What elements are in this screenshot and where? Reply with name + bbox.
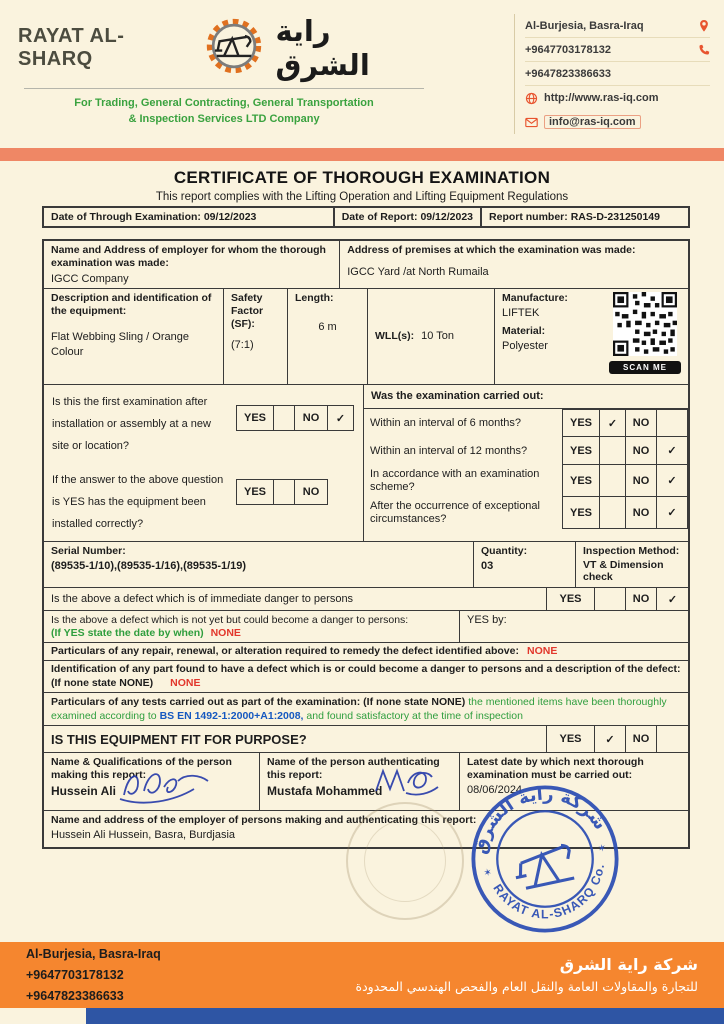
logo-divider [24, 88, 424, 89]
stamp-arabic-text: شركة راية الشرق [470, 784, 611, 856]
report-authenticator-name: Mustafa Mohammed [267, 784, 383, 798]
exam-date-value: 09/12/2023 [203, 211, 257, 223]
no-check-box [657, 409, 688, 437]
footer-blue-bar [86, 1008, 724, 1024]
contact-info [514, 14, 710, 134]
carried-answer-boxes [562, 437, 688, 465]
yes-check-box [274, 405, 295, 431]
report-number-label: Report number: [489, 211, 568, 223]
report-maker-name: Hussein Ali [51, 784, 116, 798]
contact-phone2-row [525, 62, 710, 86]
contact-phone-2: +9647823386633 [525, 67, 611, 80]
no-check-box: ✓ [657, 437, 688, 465]
employer-premises-row [44, 241, 688, 289]
footer [0, 942, 724, 1008]
gear-pumpjack-logo-icon [205, 17, 263, 80]
tests-question: Particulars of any tests carried out as part of the examination: (If none state NONE) [51, 696, 466, 708]
contact-email: info@ras-iq.com [544, 115, 641, 129]
repair-question: Particulars of any repair, renewal, or alteration required to remedy the defect identified above: [51, 645, 519, 657]
no-box: NO [625, 726, 656, 752]
employer-of-persons-value: Hussein Ali Hussein, Basra, Burdjasia [51, 829, 236, 841]
qr-code-block [609, 292, 681, 381]
equipment-description-label: Description and identification of the equipment: [51, 292, 212, 317]
report-number-value: RAS-D-231250149 [570, 211, 660, 223]
no-box: NO [626, 437, 657, 465]
wll-value: 10 Ton [421, 330, 454, 342]
no-box: NO [295, 479, 328, 505]
premises-value: IGCC Yard /at North Rumaila [347, 266, 489, 278]
report-date-label: Date of Report: [341, 211, 418, 223]
no-box: NO [626, 409, 657, 437]
serial-number-value: (89535-1/10),(89535-1/16),(89535-1/19) [51, 560, 247, 572]
carried-out-header: Was the examination carried out: [364, 385, 688, 409]
report-date-cell [334, 207, 481, 227]
identification-row [44, 661, 688, 693]
phone-icon [698, 44, 710, 56]
yes-box: YES [562, 409, 600, 437]
no-box: NO [295, 405, 328, 431]
carried-out-cell [364, 385, 688, 541]
tests-row [44, 693, 688, 726]
certificate-title: CERTIFICATE OF THOROUGH EXAMINATION [173, 168, 551, 187]
manufacture-cell [495, 289, 688, 384]
no-check-box: ✓ [657, 465, 688, 497]
next-exam-label: Latest date by which next thorough examination must be carried out: [467, 756, 644, 781]
yes-box: YES [546, 588, 594, 610]
yes-check-box [600, 465, 626, 497]
equipment-description-cell [44, 289, 224, 384]
no-check-box [656, 726, 688, 752]
tests-standard: BS EN 1492-1:2000+A1:2008, [159, 710, 304, 722]
installed-question-block [52, 469, 355, 535]
equipment-row [44, 289, 688, 385]
tagline-line-1: For Trading, General Contracting, General Transportation [74, 97, 374, 109]
equipment-description-value: Flat Webbing Sling / Orange Colour [51, 331, 189, 358]
carried-answer-boxes [562, 497, 688, 529]
inspection-method-cell [576, 542, 688, 587]
safety-factor-value: (7:1) [231, 339, 254, 351]
repair-value: NONE [527, 645, 558, 657]
yes-check-box [600, 437, 626, 465]
yes-by-cell [460, 611, 688, 642]
material-label: Material: [502, 325, 546, 337]
certificate-subtitle: This report complies with the Lifting Operation and Lifting Equipment Regulations [155, 191, 569, 203]
yes-box: YES [546, 726, 594, 752]
manufacture-label: Manufacture: [502, 292, 568, 304]
no-box: NO [626, 497, 657, 529]
next-exam-date: 08/06/2024 [467, 784, 523, 796]
contact-phone1-row [525, 38, 710, 62]
footer-phone-2: +9647823386633 [26, 988, 124, 1003]
report-maker-label: Name & Qualifications of the person making this report: [51, 756, 232, 781]
carried-question: Within an interval of 12 months? [370, 444, 528, 457]
identification-question: Identification of any part found to have a defect which is or could become a danger to persons and a description of the defect: [51, 663, 681, 675]
yes-check-box: ✓ [594, 726, 625, 752]
no-box: NO [625, 588, 656, 610]
carried-out-item [364, 437, 688, 465]
repair-row [44, 643, 688, 661]
contact-phone-1: +9647703178132 [525, 43, 611, 56]
carried-out-item [364, 465, 688, 497]
yes-check-box [594, 588, 625, 610]
exam-date-cell [43, 207, 334, 227]
meta-table [42, 206, 690, 228]
wll-label: WLL(s): [375, 330, 415, 342]
footer-arabic [356, 953, 698, 997]
yes-box: YES [236, 479, 274, 505]
quantity-cell [474, 542, 576, 587]
length-value: 6 m [318, 321, 337, 333]
contact-website-row [525, 86, 710, 110]
carried-answer-boxes [562, 409, 688, 437]
report-authenticator-label: Name of the person authenticating this report: [267, 756, 440, 781]
stamp-star-left: ✶ [482, 867, 494, 880]
globe-icon [525, 92, 538, 105]
serial-number-label: Serial Number: [51, 545, 126, 557]
yes-by-label: YES by: [467, 614, 507, 626]
footer-phone-1: +9647703178132 [26, 967, 124, 982]
identification-value: NONE [170, 677, 201, 689]
tagline-line-2: & Inspection Services LTD Company [128, 113, 320, 125]
material-value: Polyester [502, 340, 548, 352]
report-number-cell [481, 207, 689, 227]
length-cell [288, 289, 368, 384]
exam-date-label: Date of Through Examination: [51, 211, 201, 223]
stamp-pumpjack-icon [511, 844, 575, 890]
footer-contact [26, 944, 161, 1007]
company-logo-row [18, 14, 430, 82]
accent-bar [0, 148, 724, 161]
header [18, 14, 710, 134]
company-tagline [18, 95, 430, 127]
employer-of-persons-label: Name and address of the employer of persons making and authenticating this report: [51, 814, 477, 826]
serial-number-cell [44, 542, 474, 587]
first-exam-question-block [52, 391, 355, 457]
report-authenticator-cell [260, 753, 460, 810]
stamp-star-right: ✶ [597, 842, 608, 856]
yes-check-box: ✓ [600, 409, 626, 437]
carried-question: In accordance with an examination scheme? [370, 468, 540, 493]
certificate-title-block [0, 168, 724, 203]
manufacture-value: LIFTEK [502, 307, 540, 319]
no-check-box: ✓ [328, 405, 354, 431]
employer-cell [44, 241, 340, 288]
not-yet-hint: (If YES state the date by when) [51, 627, 204, 639]
fit-for-purpose-question: IS THIS EQUIPMENT FIT FOR PURPOSE? [51, 731, 307, 747]
tests-text-2: and found satisfactory at the time of inspection [306, 710, 523, 722]
tests-text-1: the mentioned items have been thoroughly examined according to [51, 696, 667, 722]
installed-answer-boxes [236, 479, 328, 505]
company-logo [18, 14, 430, 134]
carried-question: After the occurrence of exceptional circumstances? [370, 500, 540, 525]
quantity-value: 03 [481, 560, 494, 572]
embossed-seal-ghost [346, 802, 464, 920]
yes-box: YES [562, 437, 600, 465]
employer-value: IGCC Company [51, 273, 129, 285]
yes-box: YES [236, 405, 274, 431]
company-name-en: RAYAT AL-SHARQ [18, 25, 125, 70]
contact-website: http://www.ras-iq.com [544, 92, 659, 104]
installed-question: If the answer to the above question is YES has the equipment been installed correctly? [52, 474, 224, 530]
not-yet-value: NONE [210, 627, 241, 639]
not-yet-danger-question: Is the above a defect which is not yet but could become a danger to persons: [51, 614, 409, 626]
safety-factor-label: Safety Factor (SF): [231, 292, 264, 330]
mail-icon [525, 117, 538, 128]
carried-out-item [364, 409, 688, 437]
carried-question: Within an interval of 6 months? [370, 416, 522, 429]
report-maker-cell [44, 753, 260, 810]
serial-row [44, 542, 688, 588]
length-label: Length: [295, 292, 334, 304]
yes-box: YES [562, 465, 600, 497]
quantity-label: Quantity: [481, 545, 528, 557]
yes-check-box [274, 479, 295, 505]
form-content [42, 206, 690, 849]
identification-hint: (If none state NONE) [51, 677, 154, 689]
employer-label: Name and Address of employer for whom the thorough examination was made: [51, 244, 326, 269]
questions-row [44, 385, 688, 542]
yes-check-box [600, 497, 626, 529]
report-date-value: 09/12/2023 [420, 211, 474, 223]
footer-address: Al-Burjesia, Basra-Iraq [26, 946, 161, 961]
company-name-ar: راية الشرق [275, 14, 370, 82]
first-exam-answer-boxes [236, 405, 354, 431]
qr-code-icon [613, 292, 677, 356]
premises-label: Address of premises at which the examination was made: [347, 244, 636, 256]
footer-company-ar: شركة راية الشرق [559, 955, 698, 974]
carried-answer-boxes [562, 465, 688, 497]
scan-me-label: SCAN ME [609, 361, 681, 374]
location-pin-icon [698, 19, 710, 33]
not-yet-danger-row [44, 611, 688, 643]
no-check-box: ✓ [656, 588, 688, 610]
contact-address: Al-Burjesia, Basra-Iraq [525, 19, 644, 32]
fit-for-purpose-row [44, 726, 688, 753]
carried-out-item [364, 497, 688, 529]
contact-address-row [525, 14, 710, 38]
immediate-danger-question: Is the above a defect which is of immediate danger to persons [51, 593, 354, 605]
wll-cell [368, 289, 495, 384]
first-exam-question: Is this the first examination after installation or assembly at a new site or location? [52, 396, 211, 452]
not-yet-danger-cell [44, 611, 460, 642]
safety-factor-cell [224, 289, 288, 384]
inspection-method-value: VT & Dimension check [583, 559, 664, 583]
no-box: NO [626, 465, 657, 497]
immediate-danger-row [44, 588, 688, 611]
company-stamp [454, 768, 637, 951]
inspection-method-label: Inspection Method: [583, 545, 680, 557]
no-check-box: ✓ [657, 497, 688, 529]
stamp-english-text: RAYAT AL-SHARQ Co. [490, 862, 608, 922]
footer-description-ar: للتجارة والمقاولات العامة والنقل العام والفحص الهندسي المحدودة [355, 979, 698, 994]
first-exam-cell [44, 385, 364, 541]
yes-box: YES [562, 497, 600, 529]
main-form [42, 239, 690, 849]
contact-email-row [525, 110, 710, 134]
premises-cell [340, 241, 688, 288]
